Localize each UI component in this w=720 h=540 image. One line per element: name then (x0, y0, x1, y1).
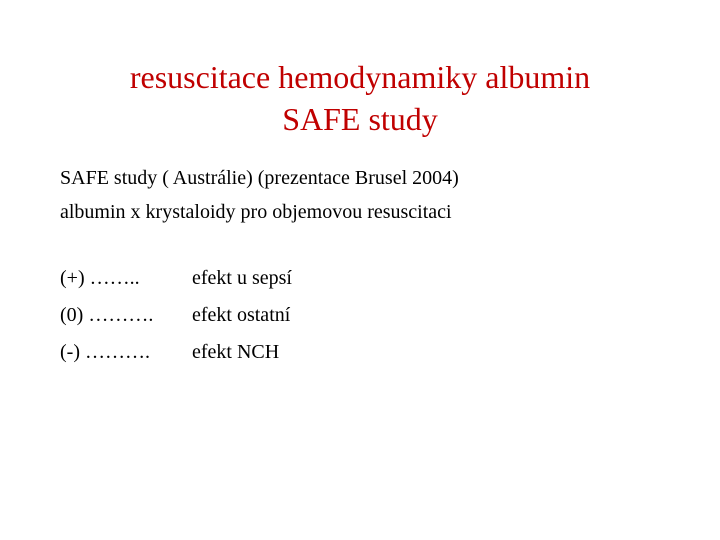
title-line-1: resuscitace hemodynamiky albumin (129, 59, 591, 95)
effect-text: efekt NCH (192, 341, 280, 363)
effect-row-other (60, 303, 290, 327)
effect-text: efekt ostatní (192, 304, 291, 326)
body-line-1: SAFE study ( Austrálie) (prezentace Brusel 2004) (60, 167, 459, 189)
effect-text: efekt u sepsí (192, 267, 292, 289)
slide-title (0, 56, 720, 140)
title-line-2: SAFE study (282, 101, 438, 137)
effect-marker: (0) ………. (60, 304, 154, 326)
effect-row-sepsis (60, 266, 292, 290)
effect-row-nch (60, 340, 279, 364)
effect-marker: (-) ………. (60, 341, 150, 363)
effect-marker: (+) …….. (60, 267, 140, 289)
body-line-2: albumin x krystaloidy pro objemovou resuscitaci (60, 201, 452, 223)
